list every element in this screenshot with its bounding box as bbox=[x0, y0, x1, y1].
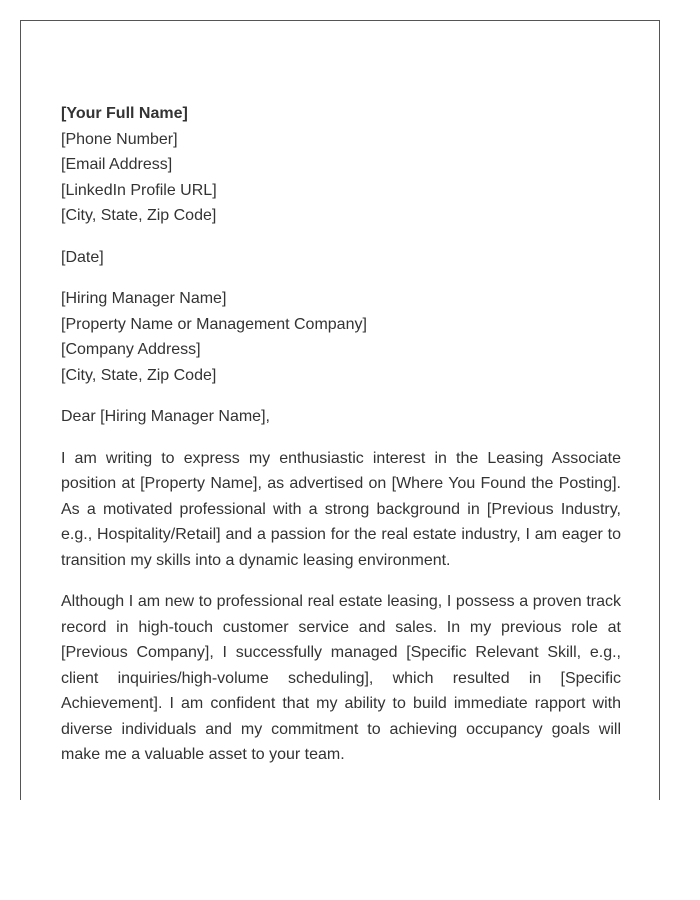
body-paragraph: Although I am new to professional real estate leasing, I possess a proven track record in high-touch customer service and sales. In my previous role at [Previous Company], I successfully managed [Specific Relevant Skill, e.g., client inquiries/high-volume scheduling], which resulted in [Specific Achievement]. I am confident that my ability to build immediate rapport with diverse individuals and my commitment to achieving occupancy goals will make me a valuable asset to your team. bbox=[61, 593, 621, 763]
recipient-company: [Property Name or Management Company] bbox=[61, 315, 367, 333]
recipient-name: [Hiring Manager Name] bbox=[61, 290, 227, 307]
sender-name: [Your Full Name] bbox=[61, 105, 188, 122]
salutation: Dear [Hiring Manager Name], bbox=[61, 408, 270, 425]
recipient-address: [Company Address] bbox=[61, 341, 201, 358]
sender-block bbox=[61, 101, 621, 229]
salutation-block bbox=[61, 404, 621, 430]
body-paragraph-1-block bbox=[61, 446, 621, 574]
date-block bbox=[61, 245, 621, 271]
sender-linkedin: [LinkedIn Profile URL] bbox=[61, 181, 217, 199]
sender-phone: [Phone Number] bbox=[61, 130, 178, 148]
sender-city-state-zip: [City, State, Zip Code] bbox=[61, 207, 217, 224]
body-paragraph: I am writing to express my enthusiastic interest in the Leasing Associate position at [Property Name], as advertised on [Where You Found the Posting]. As a motivated professional with a strong background in [Previous Industry, e.g., Hospitality/Retail] and a passion for the real estate industry, I am eager to transition my skills into a dynamic leasing environment. bbox=[61, 449, 621, 569]
letter-page bbox=[20, 20, 660, 800]
recipient-city-state-zip: [City, State, Zip Code] bbox=[61, 366, 217, 384]
sender-email: [Email Address] bbox=[61, 156, 173, 173]
body-paragraph-2-block bbox=[61, 589, 621, 768]
letter-content bbox=[61, 101, 621, 768]
recipient-block bbox=[61, 286, 621, 388]
letter-date: [Date] bbox=[61, 248, 104, 266]
